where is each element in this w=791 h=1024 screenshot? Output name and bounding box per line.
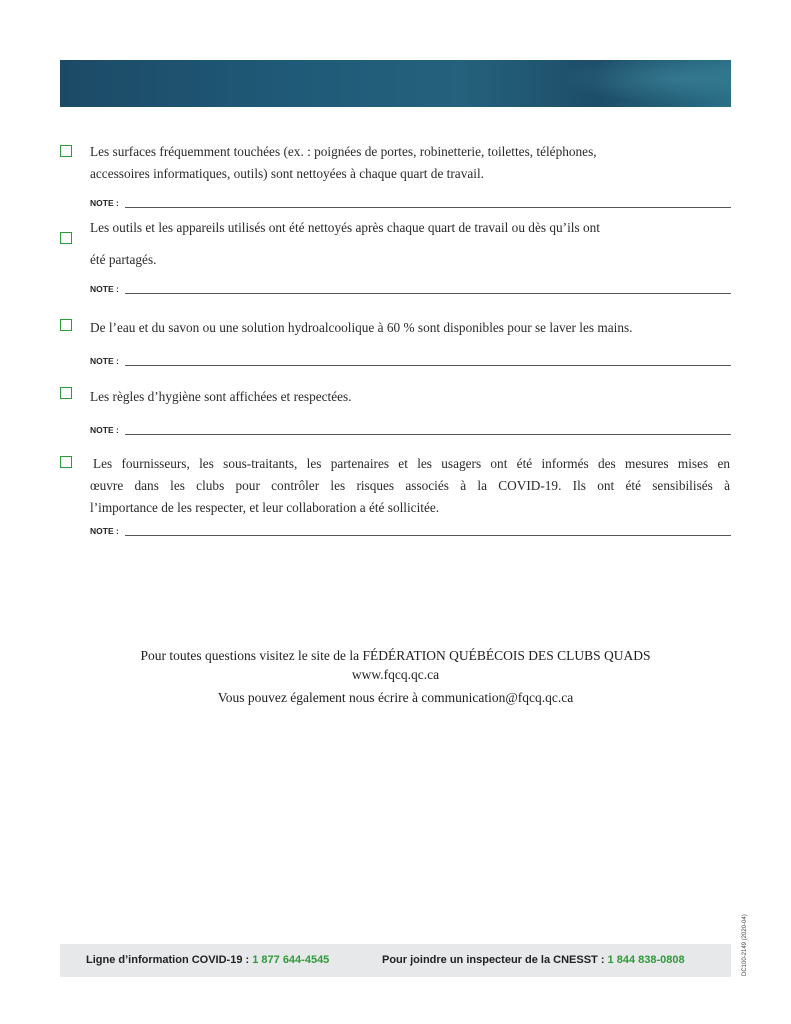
item-text-line: Les outils et les appareils utilisés ont été nettoyés après chaque quart de travail ou dès qu’ils ont [90,220,600,235]
item-text-line: Les règles d’hygiène sont affichées et respectées. [90,389,352,404]
footer-bar [60,944,731,977]
item-text [90,453,730,519]
item-text [90,386,730,408]
contact-website-link[interactable]: www.fqcq.qc.ca [351,667,440,682]
item-text-line: été partagés. [90,252,157,267]
item-text-line: Les surfaces fréquemment touchées (ex. : poignées de portes, robinetterie, toilettes, téléphones, [90,144,597,159]
covid-info-phone[interactable]: 1 877 644-4545 [252,954,330,966]
document-code: DC100-2149 (2020-04) [742,914,748,976]
note-row [90,198,731,212]
item-text [90,220,730,268]
covid-info-line [86,954,329,966]
header-banner [60,60,731,107]
contact-federation-text: Pour toutes questions visitez le site de la FÉDÉRATION QUÉBÉCOIS DES CLUBS QUADS [140,648,651,663]
item-text-line: œuvre dans les clubs pour contrôler les risques associés à la COVID-19. Ils ont été sensibilisés à [90,478,730,493]
checkbox[interactable] [60,387,72,399]
covid-info-label: Ligne d’information COVID-19 : [86,954,250,966]
note-label: NOTE : [90,284,119,294]
inspector-line [382,954,685,966]
contact-email-text: Vous pouvez également nous écrire à communication@fqcq.qc.ca [217,690,574,705]
checkbox[interactable] [60,456,72,468]
note-label: NOTE : [90,356,119,366]
note-line[interactable] [125,207,731,208]
checkbox[interactable] [60,319,72,331]
item-text [90,141,730,185]
note-label: NOTE : [90,526,119,536]
item-text-line: Les fournisseurs, les sous-traitants, les partenaires et les usagers ont été informés des mesures mises en [93,456,730,471]
checkbox[interactable] [60,145,72,157]
inspector-label: Pour joindre un inspecteur de la CNESST : [382,954,605,966]
checkbox[interactable] [60,232,72,244]
note-line[interactable] [125,365,731,366]
note-row [90,526,731,540]
note-row [90,284,731,298]
item-text-line: accessoires informatiques, outils) sont nettoyées à chaque quart de travail. [90,166,484,181]
note-row [90,356,731,370]
inspector-phone[interactable]: 1 844 838-0808 [607,954,685,966]
item-text [90,317,730,339]
note-label: NOTE : [90,198,119,208]
note-line[interactable] [125,434,731,435]
note-row [90,425,731,439]
item-text-line: l’importance de les respecter, et leur collaboration a été sollicitée. [90,500,440,515]
note-label: NOTE : [90,425,119,435]
item-text-line: De l’eau et du savon ou une solution hydroalcoolique à 60 % sont disponibles pour se laver les mains. [90,320,633,335]
note-line[interactable] [125,535,731,536]
note-line[interactable] [125,293,731,294]
